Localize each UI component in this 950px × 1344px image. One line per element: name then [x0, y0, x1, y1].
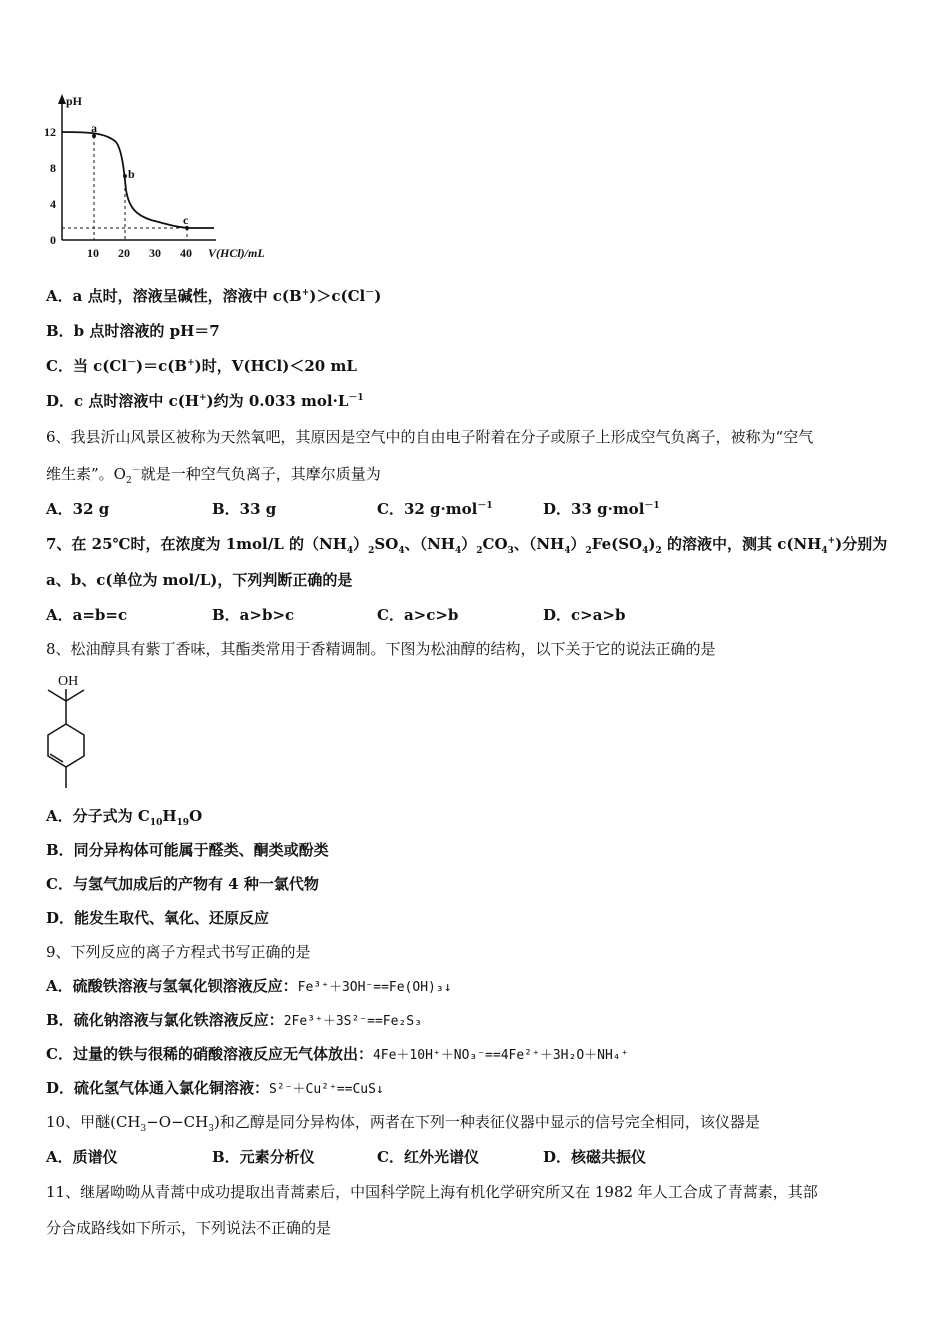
- q11-stem-line1: 11、继屠呦呦从青蒿中成功提取出青蒿素后，中国科学院上海有机化学研究所又在 1982 年人工合成了青蒿素，其部: [46, 1183, 818, 1201]
- point-b-marker: [123, 174, 127, 178]
- q5-option-d: D．c 点时溶液中 c(H+)约为 0.033 $mol\cdot L^{-1}$: [46, 392, 364, 410]
- y-tick-12: 12: [44, 125, 56, 139]
- q7-stem-line2: a、b、c(单位为 mol/L)，下列判断正确的是: [46, 571, 353, 589]
- y-tick-8: 8: [50, 161, 56, 175]
- q8-option-c: C．与氢气加成后的产物有 4 种一氯代物: [46, 875, 319, 893]
- titration-curve-graph: [36, 90, 286, 270]
- q7-option-a: A．a=b=c: [46, 606, 128, 624]
- q7-stem-line1: 7、在 25℃时，在浓度为 1mol/L 的$(NH_4)_2SO_4$、$(NH_4)_2CO_3$、$(NH_4)_2Fe(SO_4)_2$ 的溶液中，测其 $c(NH_4^+)$分别为: [46, 535, 888, 556]
- q6-option-b: B．33 g: [212, 500, 277, 518]
- x-tick-30: 30: [149, 246, 161, 260]
- point-b-label: b: [128, 167, 135, 181]
- q10-option-d: D．核磁共振仪: [543, 1148, 647, 1166]
- q6-option-c: C．32 g·mol$^{-1}$: [377, 500, 493, 518]
- y-axis-label: pH: [66, 94, 83, 108]
- q8-option-a: A．分子式为 $C_{10}H_{19}O$: [46, 807, 203, 828]
- q7-option-b: B．a>b>c: [212, 606, 295, 624]
- q9-option-a: A．硫酸铁溶液与氢氧化钡溶液反应：Fe³⁺＋3OH⁻==Fe(OH)₃↓: [46, 977, 452, 995]
- q10-option-a: A．质谱仪: [46, 1148, 118, 1166]
- q6-stem-line1: 6、我县沂山风景区被称为天然氧吧，其原因是空气中的自由电子附着在分子或原子上形成空气负离子，被称为“空气: [46, 428, 814, 446]
- q6-stem-line2: 维生素”。$O_2^-$就是一种空气负离子，其摩尔质量为: [46, 465, 381, 486]
- q5-option-b: B．b 点时溶液的 pH＝7: [46, 322, 220, 340]
- ph-curve: [62, 132, 214, 228]
- q8-stem: 8、松油醇具有紫丁香味，其酯类常用于香精调制。下图为松油醇的结构，以下关于它的说法正确的是: [46, 640, 716, 658]
- q7-option-c: C．a>c>b: [377, 606, 459, 624]
- q10-option-c: C．红外光谱仪: [377, 1148, 479, 1166]
- q8-option-d: D．能发生取代、氧化、还原反应: [46, 909, 270, 927]
- x-axis-label: V(HCl)/mL: [208, 246, 265, 260]
- q7-option-d: D．c>a>b: [543, 606, 626, 624]
- q10-option-b: B．元素分析仪: [212, 1148, 315, 1166]
- hydroxyl-label: OH: [58, 674, 79, 689]
- y-tick-4: 4: [50, 197, 56, 211]
- q5-option-c: C．当 c(Cl－)＝c(B+)时，V(HCl)＜20 mL: [46, 357, 357, 375]
- x-tick-20: 20: [118, 246, 130, 260]
- q9-option-b: B．硫化钠溶液与氯化铁溶液反应：2Fe³⁺＋3S²⁻==Fe₂S₃: [46, 1011, 422, 1029]
- terpineol-structure: [36, 668, 106, 798]
- q9-stem: 9、下列反应的离子方程式书写正确的是: [46, 943, 311, 961]
- y-tick-0: 0: [50, 233, 56, 247]
- q8-option-b: B．同分异构体可能属于醛类、酮类或酚类: [46, 841, 329, 859]
- x-tick-10: 10: [87, 246, 99, 260]
- q6-option-d: D．33 g·mol$^{-1}$: [543, 500, 660, 518]
- point-c-label: c: [183, 213, 189, 227]
- q10-stem: 10、甲醚$(CH_3-O-CH_3)$和乙醇是同分异构体，两者在下列一种表征仪器中显示的信号完全相同，该仪器是: [46, 1113, 760, 1134]
- q11-stem-line2: 分合成路线如下所示，下列说法不正确的是: [46, 1219, 332, 1237]
- q9-option-d: D．硫化氢气体通入氯化铜溶液：S²⁻＋Cu²⁺==CuS↓: [46, 1079, 384, 1097]
- point-a-label: a: [91, 121, 97, 135]
- y-axis-arrow: [58, 94, 66, 104]
- q5-option-a: A．a 点时，溶液呈碱性，溶液中 c(B+)＞c(Cl－): [46, 287, 382, 305]
- x-tick-40: 40: [180, 246, 192, 260]
- q6-option-a: A．32 g: [46, 500, 110, 518]
- q9-option-c: C．过量的铁与很稀的硝酸溶液反应无气体放出：4Fe＋10H⁺＋NO₃⁻==4Fe²⁺＋3H₂O＋NH₄⁺: [46, 1045, 629, 1063]
